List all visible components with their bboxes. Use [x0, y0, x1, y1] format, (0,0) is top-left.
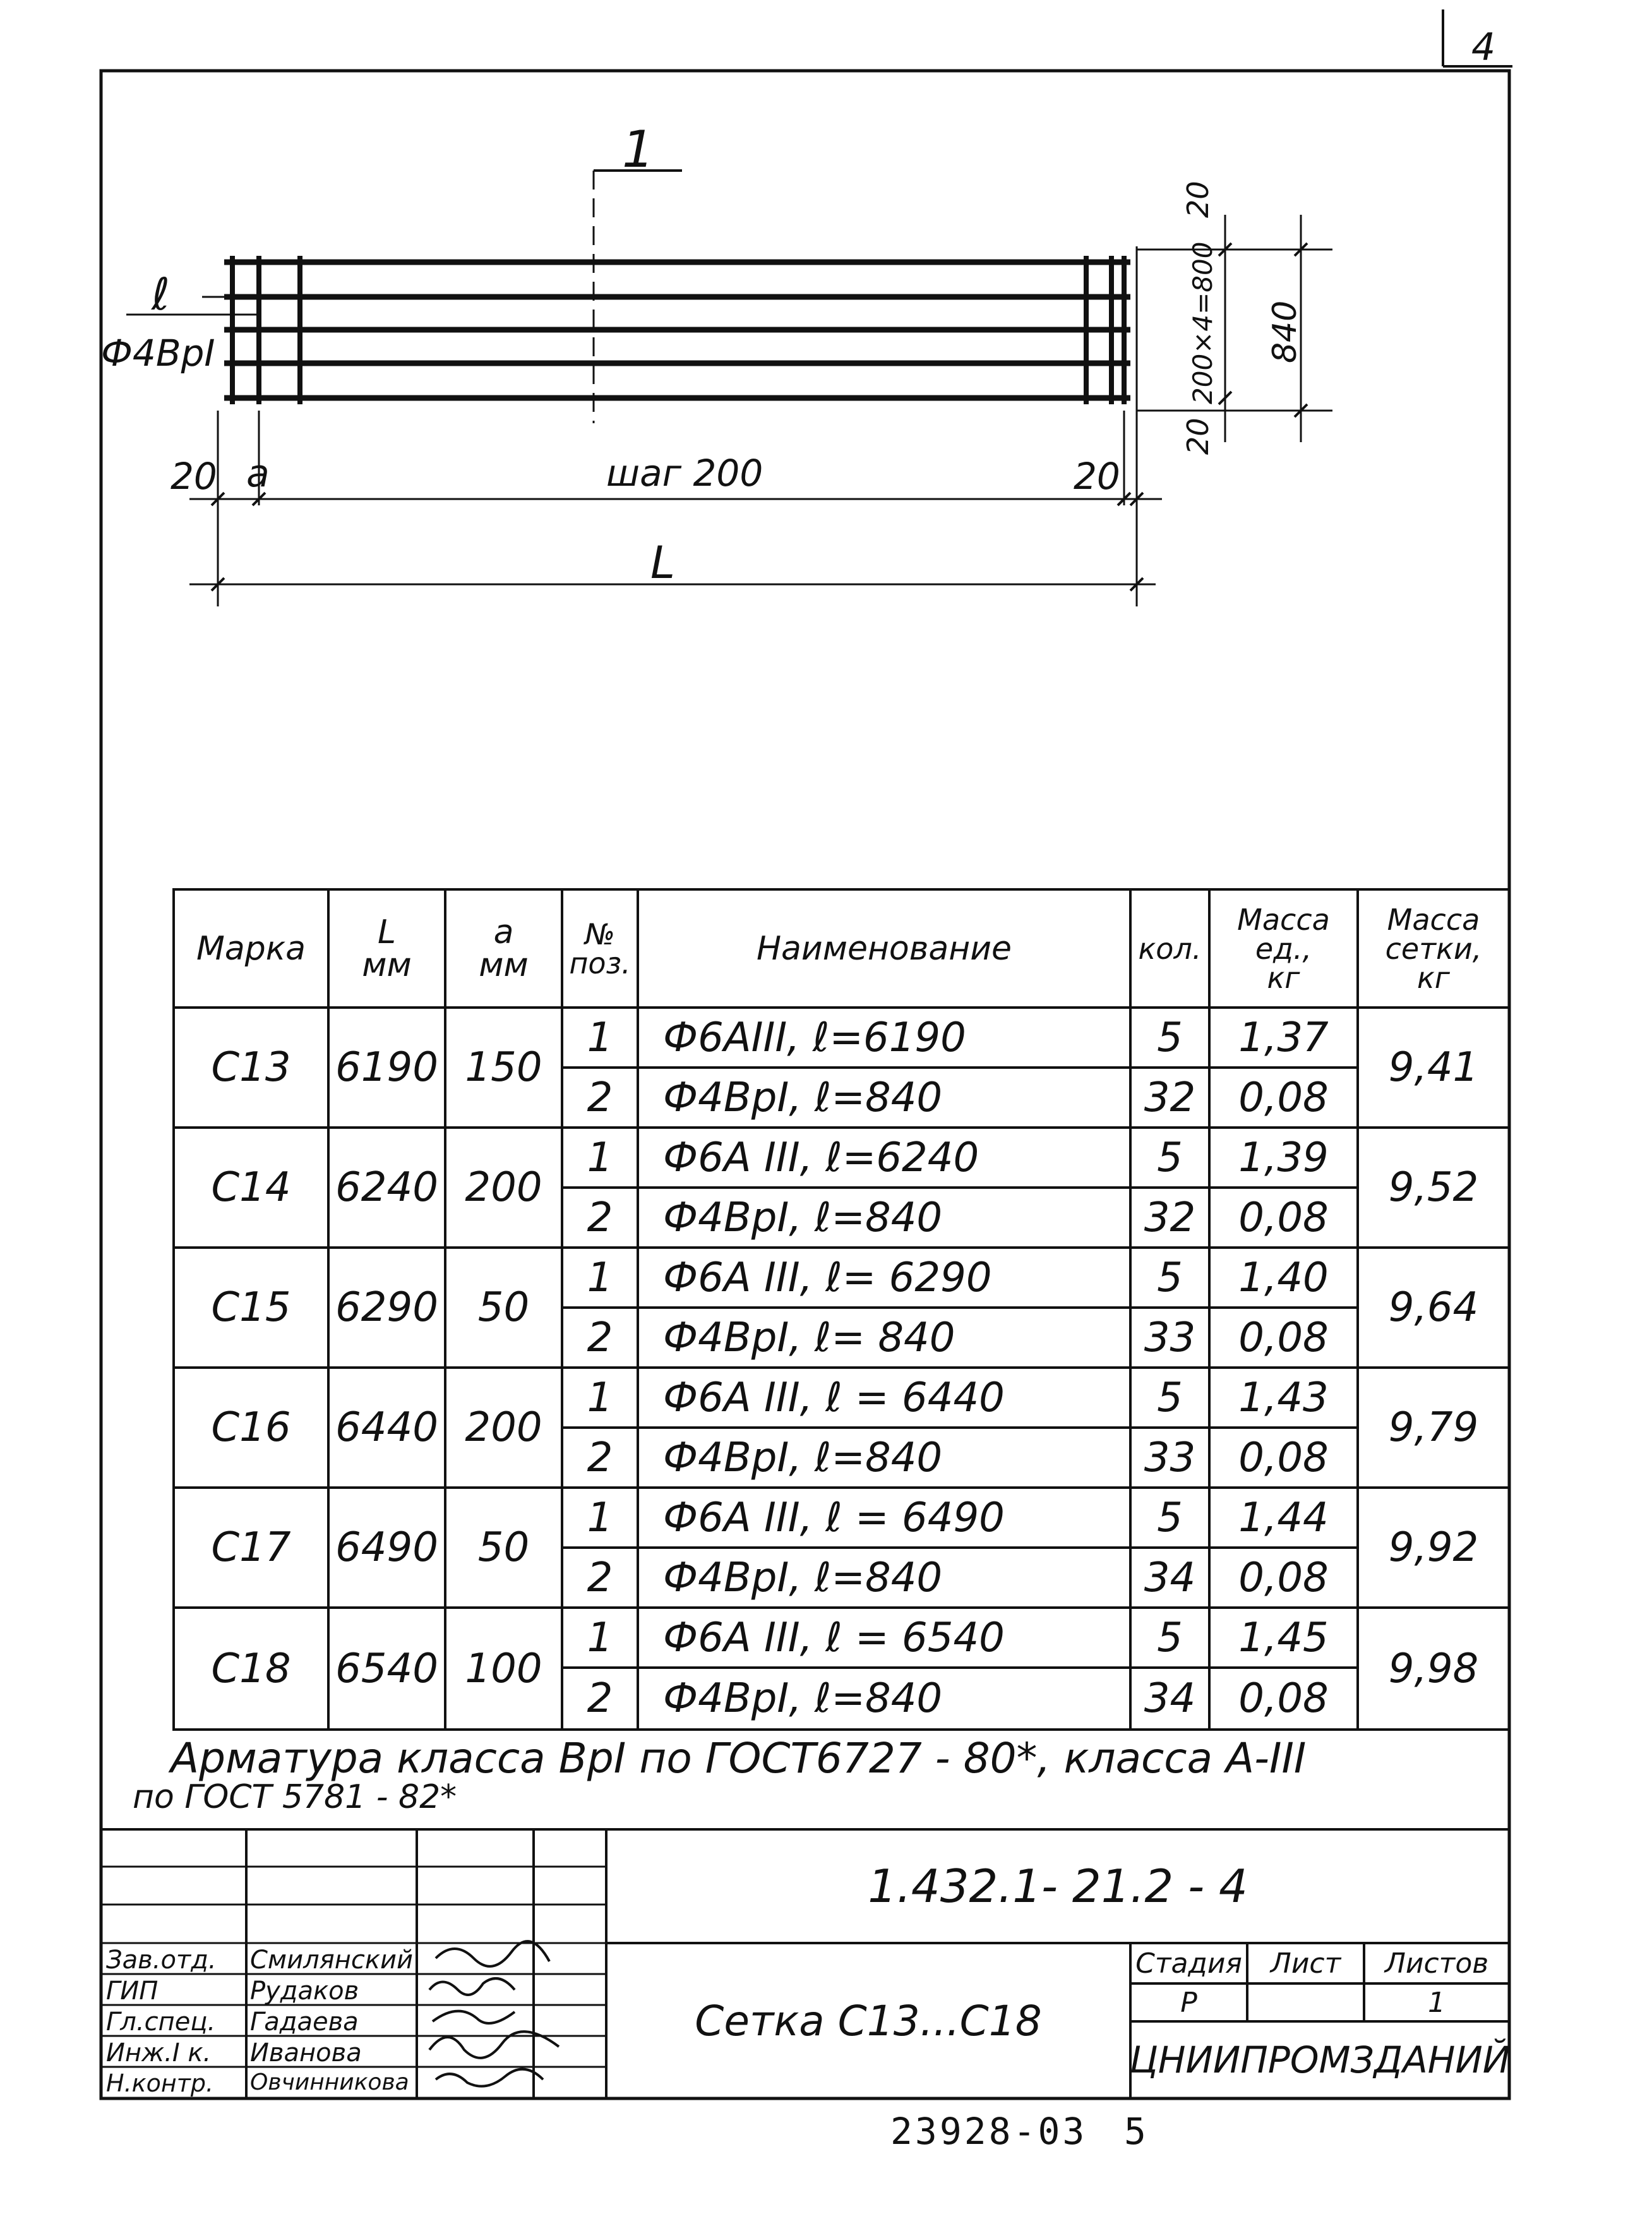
row-mark: С14 [211, 1164, 291, 1211]
mesh-plan [126, 171, 1332, 606]
header-a: a мм [479, 913, 529, 984]
row-mesh-mass: 9,64 [1388, 1284, 1479, 1331]
row-a: 50 [477, 1524, 530, 1571]
note-line-1: Арматура класса ВрI по ГОСТ6727 - 80*, класса А-III [171, 1734, 1307, 1783]
item-name: Ф6А III, ℓ = 6440 [663, 1374, 1005, 1421]
row-length: 6240 [335, 1164, 438, 1211]
dim-bottom-left: 20 [171, 455, 217, 498]
page-number: 5 [1124, 2110, 1146, 2153]
item-pos: 1 [587, 1374, 613, 1421]
signature-role: ГИП [106, 1977, 159, 2006]
item-pos: 1 [587, 1134, 613, 1181]
signature-marks [429, 1941, 559, 2086]
document-code: 1.432.1- 21.2 - 4 [868, 1860, 1248, 1913]
signature-name: Смилянский [250, 1946, 414, 1975]
item-qty: 5 [1157, 1374, 1183, 1421]
item-qty: 5 [1157, 1134, 1183, 1181]
item-pos: 1 [587, 1254, 613, 1301]
row-mark: С13 [211, 1044, 291, 1091]
item-mass: 0,08 [1238, 1554, 1329, 1601]
row-a: 200 [465, 1404, 542, 1451]
bar-spec-label: Ф4ВрI [101, 332, 215, 375]
item-pos: 2 [587, 1314, 613, 1361]
header-length: L мм [362, 913, 412, 984]
row-mesh-mass: 9,52 [1388, 1164, 1479, 1211]
item-name: Ф4ВрI, ℓ=840 [663, 1074, 943, 1121]
header-mesh-mass: Масса сетки, кг [1385, 902, 1482, 995]
signature-name: Рудаков [250, 1977, 359, 2006]
item-qty: 32 [1144, 1074, 1196, 1121]
row-a: 200 [465, 1164, 542, 1211]
header-qty: кол. [1138, 931, 1202, 966]
row-mark: С17 [211, 1524, 291, 1571]
dim-bottom-right: 20 [1074, 455, 1120, 498]
item-mass: 1,37 [1238, 1014, 1329, 1061]
signature-name: Гадаева [250, 2007, 359, 2037]
header-name: Наименование [756, 929, 1012, 968]
item-name: Ф4ВрI, ℓ=840 [663, 1675, 943, 1722]
signature-name: Овчинникова [250, 2069, 409, 2095]
item-mass: 0,08 [1238, 1434, 1329, 1481]
row-length: 6190 [335, 1044, 438, 1091]
item-name: Ф6А III, ℓ = 6490 [663, 1494, 1005, 1541]
section-label: 1 [622, 120, 654, 179]
row-mark: С18 [211, 1645, 291, 1692]
item-name: Ф4ВрI, ℓ=840 [663, 1434, 943, 1481]
item-qty: 34 [1144, 1554, 1196, 1601]
item-name: Ф6АIII, ℓ=6190 [663, 1014, 966, 1061]
item-qty: 5 [1157, 1014, 1183, 1061]
item-mass: 1,44 [1238, 1494, 1329, 1541]
bar-label: ℓ [152, 268, 170, 320]
stage-value: Р [1180, 1986, 1197, 2019]
item-pos: 1 [587, 1494, 613, 1541]
header-pos: № поз. [569, 917, 631, 980]
item-name: Ф4ВрI, ℓ= 840 [663, 1314, 955, 1361]
item-name: Ф4ВрI, ℓ=840 [663, 1194, 943, 1241]
item-qty: 5 [1157, 1614, 1183, 1661]
dim-step-label: шаг 200 [606, 452, 763, 495]
item-pos: 2 [587, 1434, 613, 1481]
item-mass: 1,43 [1238, 1374, 1329, 1421]
signature-name: Иванова [250, 2038, 362, 2068]
row-a: 50 [477, 1284, 530, 1331]
sheets-value: 1 [1428, 1986, 1446, 2019]
item-mass: 0,08 [1238, 1194, 1329, 1241]
signature-role: Н.контр. [106, 2069, 214, 2097]
item-mass: 1,40 [1238, 1254, 1329, 1301]
row-mesh-mass: 9,79 [1388, 1404, 1479, 1451]
item-pos: 1 [587, 1014, 613, 1061]
item-mass: 0,08 [1238, 1675, 1329, 1722]
item-pos: 2 [587, 1554, 613, 1601]
item-qty: 33 [1144, 1314, 1196, 1361]
drawing-title: Сетка С13...С18 [695, 1996, 1042, 2045]
row-length: 6290 [335, 1284, 438, 1331]
item-mass: 0,08 [1238, 1314, 1329, 1361]
sheets-label: Листов [1384, 1947, 1489, 1980]
item-pos: 2 [587, 1675, 613, 1722]
item-pos: 2 [587, 1194, 613, 1241]
dim-a-label: a [246, 452, 270, 496]
row-length: 6540 [335, 1645, 438, 1692]
row-length: 6490 [335, 1524, 438, 1571]
row-length: 6440 [335, 1404, 438, 1451]
item-pos: 1 [587, 1614, 613, 1661]
sheet-number: 4 [1471, 25, 1496, 69]
row-a: 100 [465, 1645, 542, 1692]
stage-label: Стадия [1135, 1947, 1242, 1980]
item-qty: 34 [1144, 1675, 1196, 1722]
item-qty: 5 [1157, 1494, 1183, 1541]
item-name: Ф6А III, ℓ=6240 [663, 1134, 979, 1181]
signature-role: Инж.I к. [106, 2038, 212, 2068]
row-mesh-mass: 9,41 [1388, 1044, 1479, 1091]
dim-bottom-edge: 20 [1181, 418, 1215, 455]
organization-name: ЦНИИПРОМЗДАНИЙ [1129, 2038, 1511, 2081]
sheet-label: Лист [1270, 1947, 1341, 1980]
item-name: Ф6А III, ℓ= 6290 [663, 1254, 992, 1301]
header-mark: Марка [196, 929, 306, 968]
dim-total-label: L [650, 537, 675, 589]
item-name: Ф6А III, ℓ = 6540 [663, 1614, 1005, 1661]
item-mass: 1,45 [1238, 1614, 1329, 1661]
note-line-2: по ГОСТ 5781 - 82* [133, 1778, 457, 1816]
dim-spacing: 200×4=800 [1187, 241, 1218, 404]
header-unit-mass: Масса ед., кг [1237, 902, 1330, 995]
dim-top-edge: 20 [1181, 181, 1215, 218]
item-mass: 0,08 [1238, 1074, 1329, 1121]
item-mass: 1,39 [1238, 1134, 1329, 1181]
row-mesh-mass: 9,92 [1388, 1524, 1479, 1571]
dim-height: 840 [1266, 300, 1304, 363]
signature-role: Зав.отд. [106, 1946, 217, 1975]
row-mark: С16 [211, 1404, 291, 1451]
item-qty: 33 [1144, 1434, 1196, 1481]
row-mesh-mass: 9,98 [1388, 1645, 1479, 1692]
item-qty: 32 [1144, 1194, 1196, 1241]
signature-role: Гл.спец. [106, 2007, 216, 2037]
item-qty: 5 [1157, 1254, 1183, 1301]
archive-number: 23928-03 [890, 2110, 1087, 2153]
item-name: Ф4ВрI, ℓ=840 [663, 1554, 943, 1601]
row-mark: С15 [211, 1284, 291, 1331]
row-a: 150 [465, 1044, 542, 1091]
item-pos: 2 [587, 1074, 613, 1121]
